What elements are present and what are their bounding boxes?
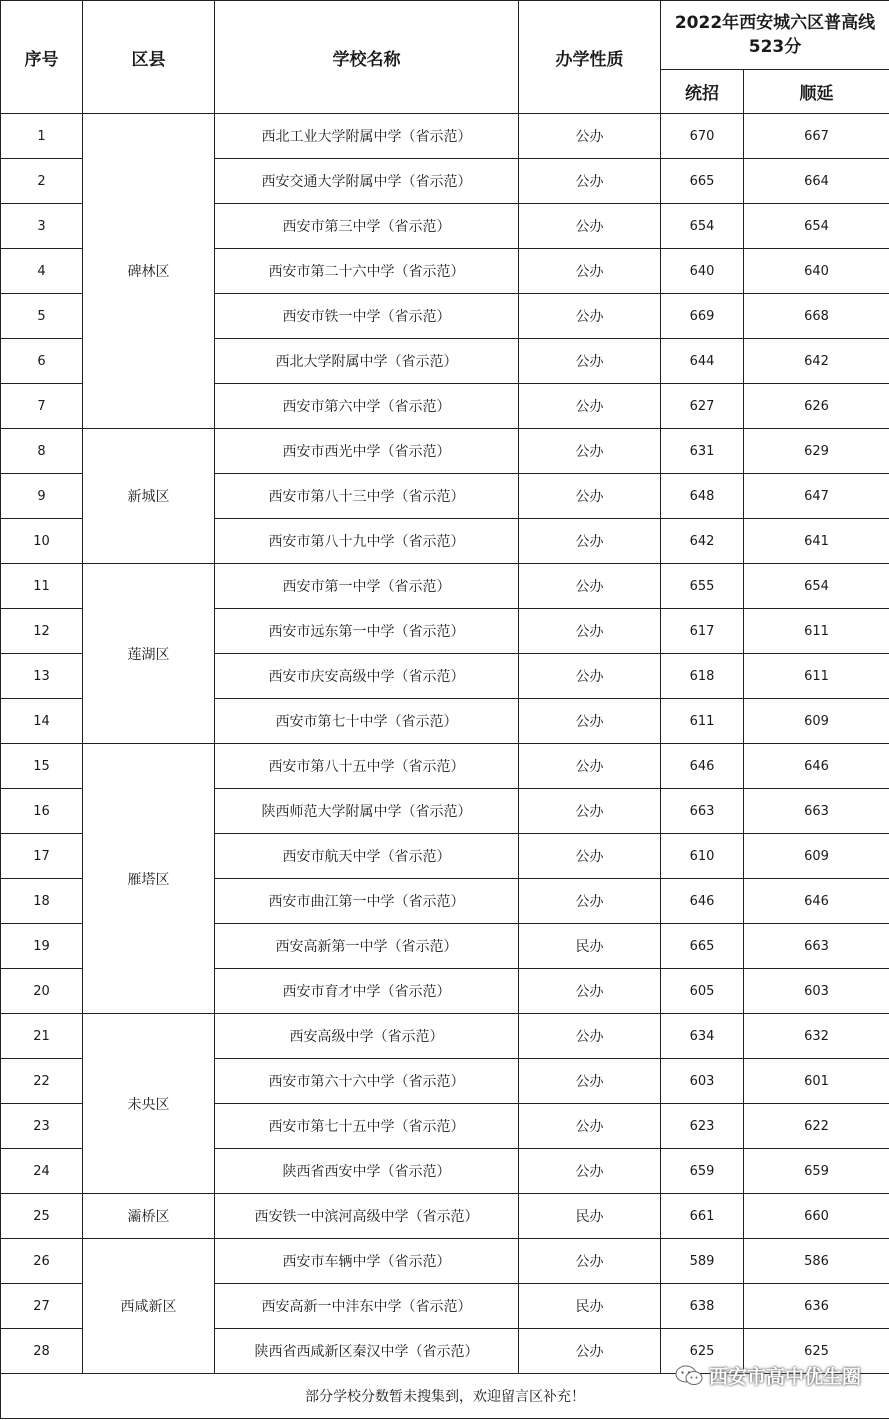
table-body	[1, 114, 889, 1374]
cell-index: 18	[1, 879, 83, 924]
cell-school: 西安市第六中学（省示范）	[215, 384, 519, 429]
cell-shunyan: 641	[744, 519, 889, 564]
cell-tongzhao: 665	[661, 159, 744, 204]
header-index: 序号	[1, 1, 83, 114]
cell-school: 西安高级中学（省示范）	[215, 1014, 519, 1059]
cell-type: 公办	[519, 654, 661, 699]
cell-shunyan: 586	[744, 1239, 889, 1284]
cell-type: 公办	[519, 519, 661, 564]
cell-school: 西安铁一中滨河高级中学（省示范）	[215, 1194, 519, 1239]
cell-shunyan: 660	[744, 1194, 889, 1239]
cell-type: 公办	[519, 249, 661, 294]
cell-school: 西安市育才中学（省示范）	[215, 969, 519, 1014]
cell-index: 20	[1, 969, 83, 1014]
table-row	[1, 564, 889, 609]
cell-school: 西安高新第一中学（省示范）	[215, 924, 519, 969]
cell-district: 莲湖区	[83, 564, 215, 744]
cell-tongzhao: 646	[661, 879, 744, 924]
table-row	[1, 429, 889, 474]
cell-school: 西安市第二十六中学（省示范）	[215, 249, 519, 294]
cell-district: 碑林区	[83, 114, 215, 429]
cell-tongzhao: 670	[661, 114, 744, 159]
cell-tongzhao: 648	[661, 474, 744, 519]
cell-type: 公办	[519, 114, 661, 159]
cell-tongzhao: 618	[661, 654, 744, 699]
cell-type: 公办	[519, 1059, 661, 1104]
cell-tongzhao: 638	[661, 1284, 744, 1329]
cell-shunyan: 646	[744, 744, 889, 789]
cell-type: 公办	[519, 564, 661, 609]
cell-type: 公办	[519, 744, 661, 789]
cell-shunyan: 642	[744, 339, 889, 384]
cell-index: 6	[1, 339, 83, 384]
cell-type: 公办	[519, 384, 661, 429]
cell-index: 25	[1, 1194, 83, 1239]
cell-school: 西安市第八十五中学（省示范）	[215, 744, 519, 789]
cell-index: 11	[1, 564, 83, 609]
header-school: 学校名称	[215, 1, 519, 114]
table-row	[1, 114, 889, 159]
cell-tongzhao: 640	[661, 249, 744, 294]
cell-shunyan: 603	[744, 969, 889, 1014]
wechat-icon	[675, 1365, 703, 1387]
cell-school: 西安市第七十中学（省示范）	[215, 699, 519, 744]
cell-shunyan: 622	[744, 1104, 889, 1149]
table-row	[1, 1239, 889, 1284]
cell-index: 8	[1, 429, 83, 474]
cell-index: 3	[1, 204, 83, 249]
cell-school: 陕西省西安中学（省示范）	[215, 1149, 519, 1194]
cell-school: 西安交通大学附属中学（省示范）	[215, 159, 519, 204]
cell-shunyan: 664	[744, 159, 889, 204]
cell-shunyan: 609	[744, 834, 889, 879]
cell-tongzhao: 605	[661, 969, 744, 1014]
cell-school: 西安市车辆中学（省示范）	[215, 1239, 519, 1284]
cell-shunyan: 636	[744, 1284, 889, 1329]
watermark-text: 西安市高中优生圈	[708, 1366, 861, 1388]
header-score-group: 2022年西安城六区普高线523分	[661, 1, 889, 70]
cell-index: 14	[1, 699, 83, 744]
cell-index: 27	[1, 1284, 83, 1329]
cell-index: 26	[1, 1239, 83, 1284]
cell-type: 公办	[519, 609, 661, 654]
cell-type: 公办	[519, 294, 661, 339]
cell-shunyan: 611	[744, 654, 889, 699]
cell-shunyan: 663	[744, 924, 889, 969]
cell-type: 公办	[519, 204, 661, 249]
cell-shunyan: 647	[744, 474, 889, 519]
cell-type: 公办	[519, 429, 661, 474]
cell-type: 公办	[519, 834, 661, 879]
cell-school: 西安市航天中学（省示范）	[215, 834, 519, 879]
cell-school: 陕西省西咸新区秦汉中学（省示范）	[215, 1329, 519, 1374]
cell-tongzhao: 665	[661, 924, 744, 969]
cell-index: 4	[1, 249, 83, 294]
cell-type: 公办	[519, 969, 661, 1014]
cell-tongzhao: 646	[661, 744, 744, 789]
cell-tongzhao: 623	[661, 1104, 744, 1149]
cell-type: 民办	[519, 924, 661, 969]
cell-type: 公办	[519, 699, 661, 744]
cell-type: 公办	[519, 1149, 661, 1194]
cell-index: 15	[1, 744, 83, 789]
cell-shunyan: 640	[744, 249, 889, 294]
cell-shunyan: 663	[744, 789, 889, 834]
cell-type: 公办	[519, 1104, 661, 1149]
cell-type: 公办	[519, 339, 661, 384]
cell-school: 西安市第一中学（省示范）	[215, 564, 519, 609]
cell-type: 公办	[519, 879, 661, 924]
cell-shunyan: 646	[744, 879, 889, 924]
cell-index: 17	[1, 834, 83, 879]
cell-type: 公办	[519, 474, 661, 519]
cell-type: 公办	[519, 1329, 661, 1374]
cell-index: 24	[1, 1149, 83, 1194]
header-type: 办学性质	[519, 1, 661, 114]
cell-shunyan: 629	[744, 429, 889, 474]
cell-type: 公办	[519, 1239, 661, 1284]
cell-tongzhao: 659	[661, 1149, 744, 1194]
cell-type: 民办	[519, 1284, 661, 1329]
cell-tongzhao: 642	[661, 519, 744, 564]
cell-index: 19	[1, 924, 83, 969]
cell-tongzhao: 625	[661, 1329, 744, 1374]
cell-school: 西安高新一中沣东中学（省示范）	[215, 1284, 519, 1329]
cell-type: 民办	[519, 1194, 661, 1239]
cell-school: 陕西师范大学附属中学（省示范）	[215, 789, 519, 834]
header-tongzhao: 统招	[661, 70, 744, 114]
cell-school: 西安市西光中学（省示范）	[215, 429, 519, 474]
cell-index: 2	[1, 159, 83, 204]
cell-shunyan: 632	[744, 1014, 889, 1059]
cell-district: 雁塔区	[83, 744, 215, 1014]
cell-tongzhao: 661	[661, 1194, 744, 1239]
cell-school: 西北大学附属中学（省示范）	[215, 339, 519, 384]
cell-school: 西安市庆安高级中学（省示范）	[215, 654, 519, 699]
cell-index: 1	[1, 114, 83, 159]
cell-shunyan: 654	[744, 564, 889, 609]
cell-index: 7	[1, 384, 83, 429]
cell-school: 西安市曲江第一中学（省示范）	[215, 879, 519, 924]
cell-school: 西安市第八十九中学（省示范）	[215, 519, 519, 564]
cell-index: 28	[1, 1329, 83, 1374]
cell-type: 公办	[519, 159, 661, 204]
cell-index: 22	[1, 1059, 83, 1104]
cell-school: 西安市远东第一中学（省示范）	[215, 609, 519, 654]
cell-index: 23	[1, 1104, 83, 1149]
cell-tongzhao: 589	[661, 1239, 744, 1284]
cell-type: 公办	[519, 789, 661, 834]
cell-index: 9	[1, 474, 83, 519]
cell-tongzhao: 654	[661, 204, 744, 249]
cell-school: 西安市第六十六中学（省示范）	[215, 1059, 519, 1104]
table-row	[1, 744, 889, 789]
cell-index: 13	[1, 654, 83, 699]
cell-tongzhao: 610	[661, 834, 744, 879]
watermark	[675, 1362, 861, 1389]
cell-tongzhao: 611	[661, 699, 744, 744]
cell-shunyan: 601	[744, 1059, 889, 1104]
cell-tongzhao: 669	[661, 294, 744, 339]
cell-shunyan: 659	[744, 1149, 889, 1194]
cell-district: 灞桥区	[83, 1194, 215, 1239]
cell-tongzhao: 617	[661, 609, 744, 654]
cell-index: 12	[1, 609, 83, 654]
cell-type: 公办	[519, 1014, 661, 1059]
cell-shunyan: 611	[744, 609, 889, 654]
cell-index: 10	[1, 519, 83, 564]
cell-district: 未央区	[83, 1014, 215, 1194]
cell-district: 新城区	[83, 429, 215, 564]
cell-school: 西安市第八十三中学（省示范）	[215, 474, 519, 519]
table-row	[1, 1014, 889, 1059]
cell-index: 16	[1, 789, 83, 834]
cell-shunyan: 626	[744, 384, 889, 429]
cell-district: 西咸新区	[83, 1239, 215, 1374]
cell-school: 西安市第三中学（省示范）	[215, 204, 519, 249]
cell-shunyan: 654	[744, 204, 889, 249]
cell-tongzhao: 644	[661, 339, 744, 384]
cell-school: 西安市铁一中学（省示范）	[215, 294, 519, 339]
cell-school: 西安市第七十五中学（省示范）	[215, 1104, 519, 1149]
cell-shunyan: 668	[744, 294, 889, 339]
cell-shunyan: 625	[744, 1329, 889, 1374]
cell-shunyan: 667	[744, 114, 889, 159]
cell-index: 21	[1, 1014, 83, 1059]
table-row	[1, 1194, 889, 1239]
header-district: 区县	[83, 1, 215, 114]
cell-tongzhao: 663	[661, 789, 744, 834]
cell-tongzhao: 603	[661, 1059, 744, 1104]
cell-tongzhao: 631	[661, 429, 744, 474]
cell-tongzhao: 634	[661, 1014, 744, 1059]
header-shunyan: 顺延	[744, 70, 889, 114]
cell-tongzhao: 627	[661, 384, 744, 429]
cell-tongzhao: 655	[661, 564, 744, 609]
cell-index: 5	[1, 294, 83, 339]
cell-school: 西北工业大学附属中学（省示范）	[215, 114, 519, 159]
footer-note: 部分学校分数暂未搜集到，欢迎留言区补充！	[1, 1374, 889, 1419]
cell-shunyan: 609	[744, 699, 889, 744]
